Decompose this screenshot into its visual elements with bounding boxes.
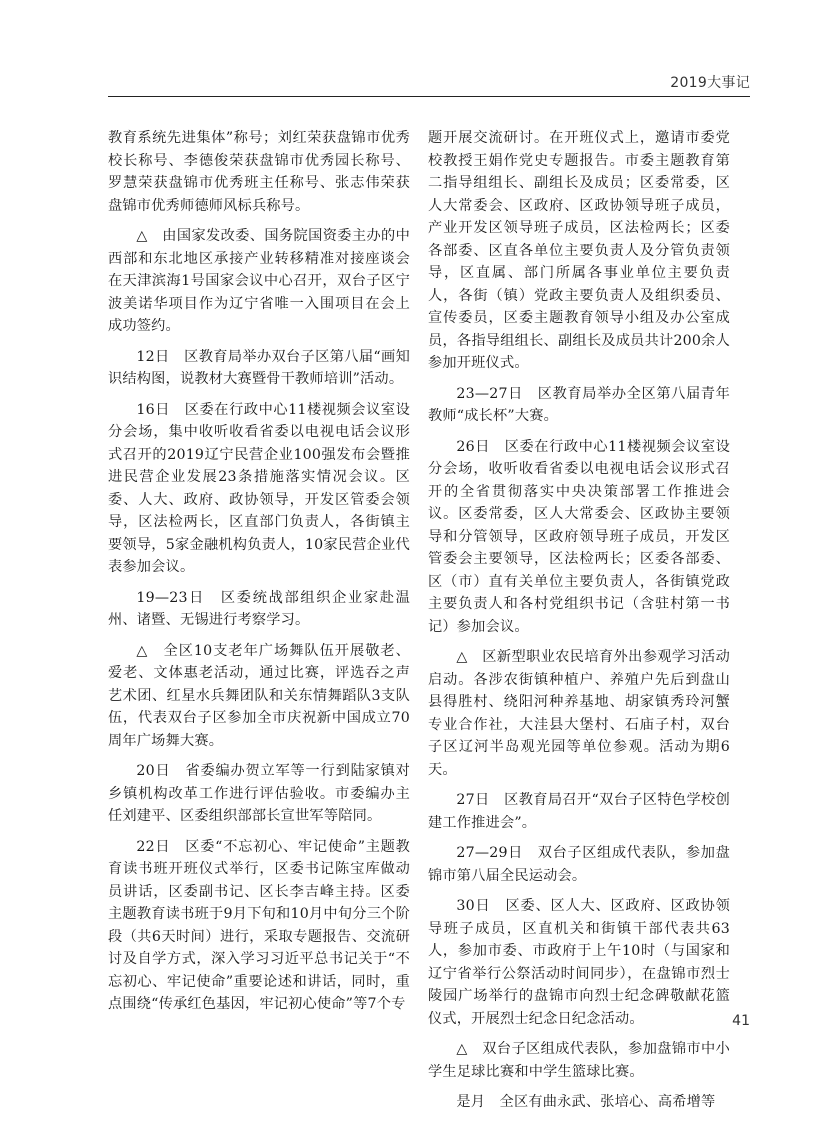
paragraph: 12日 区教育局举办双台子区第八届“画知识结构图，说教材大赛暨骨干教师培训”活动。 xyxy=(108,348,410,387)
paragraph: 22日 区委“不忘初心、牢记使命”主题教育读书班开班仪式举行，区委书记陈宝库做动员讲话，区委副书记、区长李吉峰主持。区委主题教育读书班于9月下旬和10月中旬分三个阶段（共6天时间）进行，采取专题报告、交流研讨及自学方式，深入学习习近平总书记关于“不忘初心、牢记使命”重要论述和讲话，同时，重点围绕“传承红色基因，牢记初心使命”等7个专 xyxy=(108,838,410,1012)
paragraph: △ 双台子区组成代表队，参加盘锦市中小学生足球比赛和中学生篮球比赛。 xyxy=(428,1041,730,1080)
paragraph: 27日 区教育局召开“双台子区特色学校创建工作推进会”。 xyxy=(428,792,730,831)
paragraph: 是月 全区有曲永武、张培心、高希增等 xyxy=(456,1094,716,1110)
paragraph: △ 由国家发改委、国务院国资委主办的中西部和东北地区承接产业转移精准对接座谈会在天津滨海1号国家会议中心召开，双台子区宁波美诺华项目作为辽宁省唯一入围项目在会上成功签约。 xyxy=(108,228,410,334)
header-title: 2019大事记 xyxy=(670,75,750,91)
paragraph: 30日 区委、区人大、区政府、区政协领导班子成员，区直机关和街镇干部代表共63人，参加市委、市政府于上午10时（与国家和辽宁省举行公祭活动时间同步），在盘锦市烈士陵园广场举行的盘锦市向烈士纪念碑敬献花篮仪式，开展烈士纪念日纪念活动。 xyxy=(428,898,730,1027)
left-column xyxy=(108,127,410,1024)
paragraph: 教育系统先进集体”称号；刘红荣获盘锦市优秀校长称号、李德俊荣获盘锦市优秀园长称号、罗慧荣获盘锦市优秀班主任称号、张志伟荣获盘锦市优秀师德师风标兵称号。 xyxy=(108,130,410,214)
page-header xyxy=(108,70,750,97)
paragraph: △ 全区10支老年广场舞队伍开展敬老、爱老、文体惠老活动，通过比赛，评选吞之声艺术团、红星水兵舞团队和关东情舞蹈队3支队伍，代表双台子区参加全市庆祝新中国成立70周年广场舞大赛。 xyxy=(108,642,410,749)
paragraph: 19—23日 区委统战部组织企业家赴温州、诸暨、无锡进行考察学习。 xyxy=(108,589,410,628)
paragraph: △ 区新型职业农民培育外出参观学习活动启动。各涉农街镇种植户、养殖户先后到盘山县得胜村、绕阳河种养基地、胡家镇秀玲河蟹专业合作社，大洼县大堡村、石庙子村，双台子区辽河半岛观光园等单位参观。活动为期6天。 xyxy=(428,649,730,778)
paragraph: 20日 省委编办贺立军等一行到陆家镇对乡镇机构改革工作进行评估验收。市委编办主任刘建平、区委组织部部长宣世军等陪同。 xyxy=(108,763,410,824)
paragraph: 23—27日 区教育局举办全区第八届青年教师“成长杯”大赛。 xyxy=(428,385,730,424)
paragraph: 题开展交流研讨。在开班仪式上，邀请市委党校教授王娟作党史专题报告。市委主题教育第二指导组组长、副组长及成员；区委常委，区人大常委会、区政府、区政协领导班子成员，产业开发区领导班子成员，区法检两长；区委各部委、区直各单位主要负责人及分管负责领导，区直属、部门所属各事业单位主要负责人，各街（镇）党政主要负责人及组织委员、宣传委员，区委主题教育领导小组及办公室成员，各指导组组长、副组长及成员共计200余人参加开班仪式。 xyxy=(428,130,730,371)
paragraph: 27—29日 双台子区组成代表队，参加盘锦市第八届全民运动会。 xyxy=(428,845,730,884)
paragraph: 26日 区委在行政中心11楼视频会议室设分会场，收听收看省委以电视电话会议形式召开的全省贯彻落实中央决策部署工作推进会议。区委常委，区人大常委会、区政协主要领导和分管领导，区政府领导班子成员，开发区管委会主要领导，区法检两长；区委各部委、区（市）直有关单位主要负责人，各街镇党政主要负责人和各村党组织书记（含驻村第一书记）参加会议。 xyxy=(428,438,730,635)
right-column xyxy=(428,127,730,1122)
paragraph: 16日 区委在行政中心11楼视频会议室设分会场，集中收听收看省委以电视电话会议形式召开的2019辽宁民营企业100强发布会暨推进民营企业发展23条措施落实情况会议。区委、人大、政府、政协领导，开发区管委会领导，区法检两长，区直部门负责人，各街镇主要领导，5家金融机构负责人，10家民营企业代表参加会议。 xyxy=(108,401,410,575)
page-number: 41 xyxy=(732,1013,750,1029)
